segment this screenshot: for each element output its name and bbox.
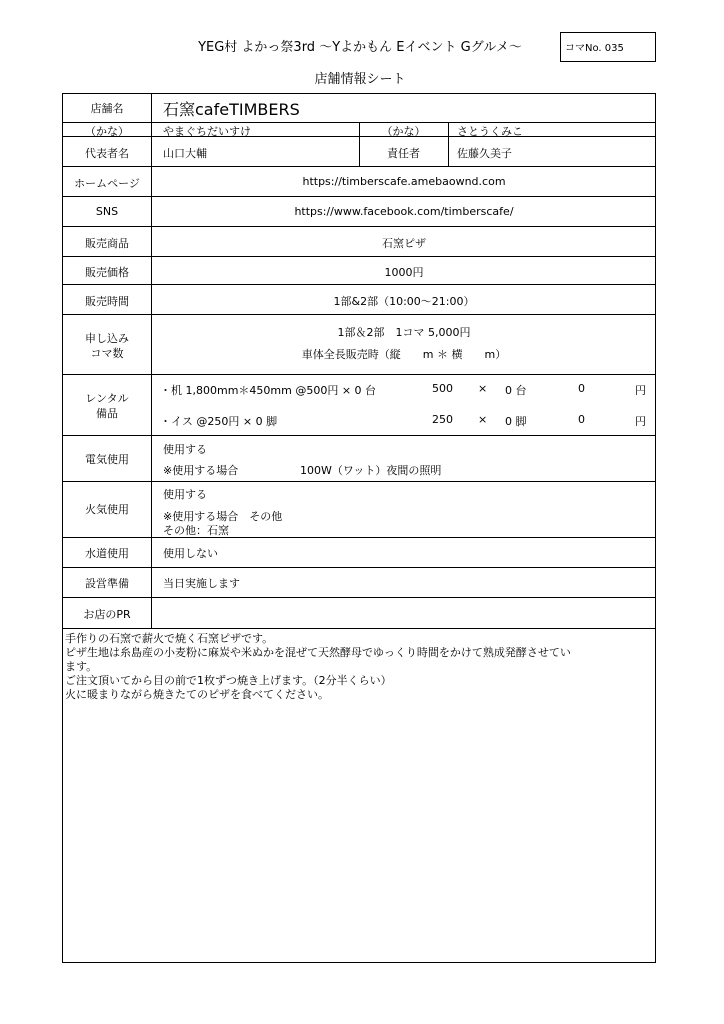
fire-label: 火気使用 [85, 503, 129, 516]
rep-name: 山口大輔 [163, 147, 207, 160]
price-value: 1000円 [384, 266, 424, 279]
rental-times-chair: × [478, 413, 488, 426]
rep-label: 代表者名 [85, 147, 129, 160]
hours-value: 1部&2部（10:00〜21:00） [333, 295, 475, 308]
fire-use: 使用する [163, 488, 207, 501]
rental-label-2: 備品 [96, 407, 118, 420]
setup-value: 当日実施します [163, 577, 240, 590]
kana-label-rep: （かな） [85, 125, 129, 138]
water-label: 水道使用 [85, 547, 129, 560]
pr-line: 火に暖まりながら焼きたてのピザを食べてください。 [65, 688, 329, 701]
pr-label: お店のPR [83, 608, 131, 621]
rental-yen-desk: 円 [635, 384, 646, 397]
rental-item-chair: ・イス @250円 × 0 脚 [160, 415, 278, 428]
rental-item-desk: ・机 1,800mm＊450mm @500円 × 0 台 [160, 384, 377, 397]
rental-times-desk: × [478, 382, 488, 395]
kana-label-mgr: （かな） [381, 125, 426, 138]
rental-yen-chair: 円 [635, 415, 646, 428]
pr-line: ます。 [65, 660, 98, 673]
pr-line: 手作りの石窯で薪火で焼く石窯ピザです。 [65, 632, 274, 645]
mgr-label: 責任者 [387, 147, 420, 160]
rental-qty-chair: 0 脚 [505, 415, 527, 428]
pr-line: ピザ生地は糸島産の小麦粉に麻炭や米ぬかを混ぜて天然酵母でゆっくり時間をかけて熟成発酵させてい [65, 646, 571, 659]
form-title: YEG村 よかっ祭3rd 〜Yよかもん Eイベント Gグルメ〜 [198, 40, 522, 55]
product-value: 石窯ピザ [382, 237, 426, 250]
rental-total-chair: 0 [578, 413, 585, 426]
elec-note: ※使用する場合 [163, 464, 239, 477]
mgr-name: 佐藤久美子 [457, 147, 512, 160]
rental-label-1: レンタル [85, 392, 129, 405]
form-subtitle: 店舗情報シート [314, 72, 406, 87]
elec-label: 電気使用 [85, 453, 129, 466]
rental-unit-desk: 500 [432, 382, 453, 395]
rental-unit-chair: 250 [432, 413, 453, 426]
apply-line-1: 1部＆2部 1コマ 5,000円 [337, 326, 471, 339]
mgr-kana: さとうくみこ [457, 125, 523, 138]
apply-label-1: 申し込み [85, 332, 129, 345]
rental-total-desk: 0 [578, 382, 585, 395]
koma-number-box: コマNo. 035 [560, 32, 656, 62]
fire-other: その他：石窯 [163, 524, 229, 537]
setup-label: 設営準備 [85, 577, 129, 590]
pr-line: ご注文頂いてから目の前で1枚ずつ焼き上げます。（2分半くらい） [65, 674, 392, 687]
store-info-sheet [62, 93, 656, 963]
store-name-label: 店舗名 [90, 102, 124, 115]
rental-qty-desk: 0 台 [505, 384, 527, 397]
product-label: 販売商品 [85, 237, 129, 250]
sns-label: SNS [95, 205, 119, 218]
fire-note: ※使用する場合 その他 [163, 510, 283, 523]
elec-watt: 100W（ワット）夜間の照明 [300, 464, 442, 477]
homepage-label: ホームページ [74, 177, 140, 190]
elec-use: 使用する [163, 443, 207, 456]
rep-kana: やまぐちだいすけ [163, 125, 251, 138]
water-value: 使用しない [163, 547, 218, 560]
homepage-url: https://timberscafe.amebaownd.com [302, 175, 506, 188]
apply-label-2: コマ数 [90, 347, 124, 360]
price-label: 販売価格 [85, 266, 129, 279]
store-name: 石窯cafeTIMBERS [163, 100, 300, 119]
hours-label: 販売時間 [85, 295, 129, 308]
apply-line-2: 車体全長販売時（縦 m ＊ 横 m） [301, 348, 507, 361]
sns-url: https://www.facebook.com/timberscafe/ [294, 205, 514, 218]
